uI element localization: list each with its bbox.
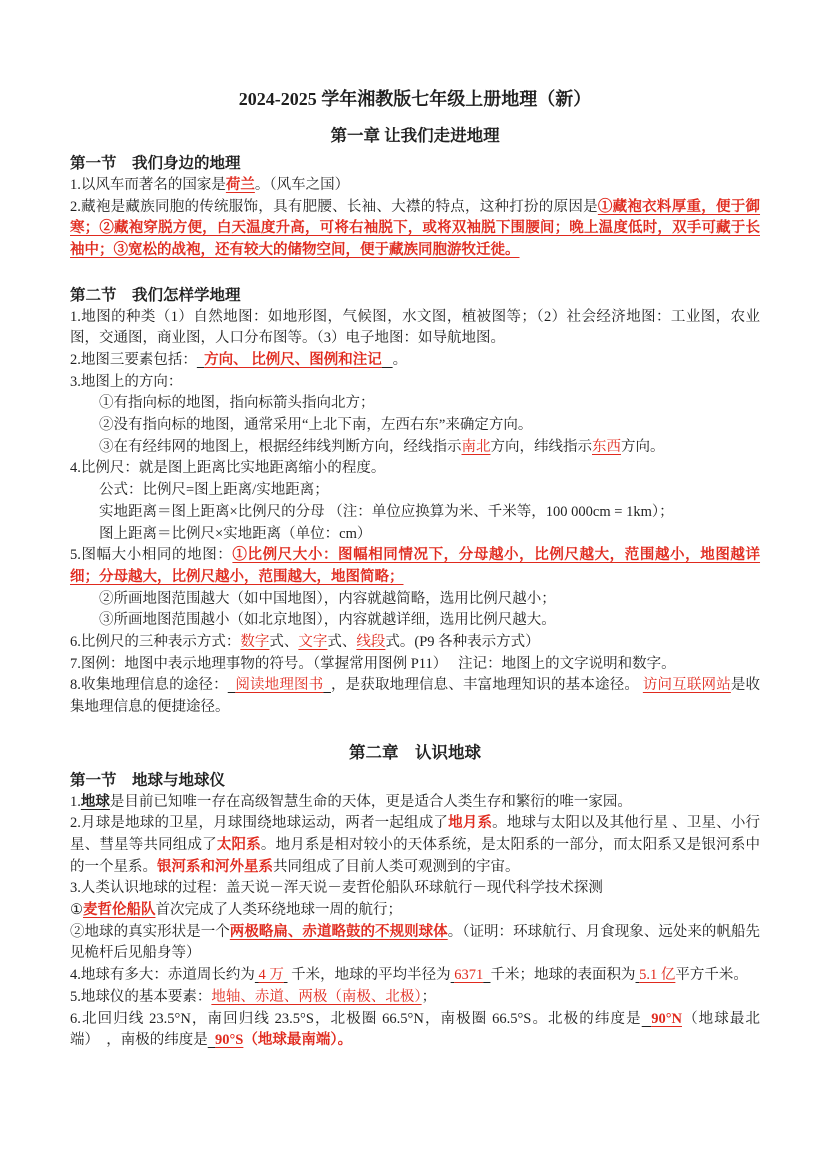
paragraph [70, 524, 760, 546]
text-run: 1. [70, 793, 81, 810]
key-term: 麦哲伦船队 [83, 902, 156, 919]
key-term: 太阳系 [216, 836, 261, 853]
emphasis-run: 第一节 地球与地球仪 [70, 771, 226, 789]
key-term: 5.1 亿 [639, 967, 676, 984]
emphasis-run: 第一节 我们身边的地理 [70, 155, 241, 172]
text-run: 8.收集地理信息的途径： [70, 677, 228, 694]
emphasis-run: 第二章 认识地球 [349, 742, 481, 762]
text-run: 6.比例尺的三种表示方式： [70, 634, 241, 651]
text-run: 1.地图的种类（1）自然地图：如地形图，气候图，水文图，植被图等；（2）社会经济地图：工业图，农业图，交通图，商业图，人口分布图等。（3）电子地图：如导航地图。 [70, 308, 760, 347]
paragraph [70, 922, 760, 965]
text-run: 是收集地理信息的便捷途径。 [70, 677, 761, 716]
chapter-heading [70, 741, 760, 765]
key-term: 90°N [651, 1010, 682, 1027]
paragraph [70, 792, 760, 814]
paragraph [70, 675, 760, 718]
text-run: ②地球的真实形状是一个 [70, 923, 230, 940]
paragraph [70, 458, 760, 480]
text-run: 。（证明：环球航行、月食现象、远处来的帆船先见桅杆后见船身等） [70, 923, 761, 962]
spacer [70, 262, 760, 284]
text-run: 1.以风车而著名的国家是 [70, 177, 226, 193]
paragraph [70, 175, 760, 197]
document-body [70, 86, 760, 1052]
answer-blank [642, 1011, 651, 1027]
chapter-heading [70, 124, 760, 148]
text-run: ； [421, 988, 437, 1005]
text-run: 方向，纬线指示 [490, 438, 592, 455]
text-run: 方向。 [621, 438, 665, 455]
text-run: 。 [392, 351, 408, 368]
text-run: 5.地球仪的基本要素： [70, 988, 212, 1005]
text-run: 7.图例：地图中表示地理事物的符号。（掌握常用图例 P11） 注记：地图上的文字说明和数字。 [70, 655, 676, 672]
spacer [70, 719, 760, 741]
text-run: 。（风车之国） [254, 177, 350, 193]
text-run: 是目前已知唯一存在高级智慧生命的天体，更是适合人类生存和繁衍的唯一家园。 [109, 793, 632, 810]
text-run: ②没有指向标的地图，通常采用“上北下南，左西右东”来确定方向。 [99, 417, 533, 434]
paragraph [70, 900, 760, 922]
text-run: 4.比例尺：就是图上距离比实地距离缩小的程度。 [70, 460, 386, 477]
text-run: 。地球与太阳以及其他行星 、卫星、小行星、彗星等共同组成了 [70, 815, 761, 853]
key-term: 4 万 [258, 967, 284, 984]
text-run: 3.地图上的方向： [70, 373, 183, 390]
section-heading [70, 152, 760, 175]
paragraph [70, 878, 760, 900]
key-term: 东西 [592, 438, 621, 455]
text-run: 式、 [269, 634, 299, 651]
text-run: ，是获取地理信息、丰富地理知识的基本途径。 [330, 677, 643, 694]
paragraph [70, 610, 760, 632]
paragraph [70, 632, 760, 654]
text-run: 3.人类认识地球的过程：盖天说－浑天说－麦哲伦船队环球航行－现代科学技术探测 [70, 880, 603, 897]
answer-blank [323, 677, 331, 693]
text-run: ①有指向标的地图，指向标箭头指向北方； [99, 395, 375, 412]
key-term: 南北 [461, 438, 491, 455]
text-run: （地球最北端） ，南极的纬度是 [70, 1010, 761, 1049]
text-run: 6.北回归线 23.5°N，南回归线 23.5°S，北极圈 66.5°N，南极圈 66.5°S。北极的纬度是 [70, 1010, 642, 1027]
section-heading [70, 284, 760, 307]
text-run: 共同组成了目前人类可观测到的宇宙。 [273, 858, 520, 875]
key-term: 方向、 比例尺、图例和注记 [204, 351, 382, 368]
text-run: 2.藏袍是藏族同胞的传统服饰，具有肥腰、长袖、大襟的特点，这种打扮的原因是 [70, 198, 598, 215]
paragraph [70, 965, 760, 987]
key-term: 线段 [356, 634, 386, 651]
doc-title [70, 86, 760, 112]
answer-blank [483, 967, 490, 983]
paragraph [70, 393, 760, 415]
paragraph [70, 480, 760, 502]
key-term: 6371 [454, 967, 484, 984]
paragraph [70, 437, 760, 459]
key-term: 访问互联网站 [642, 677, 731, 694]
text-run: ③所画地图范围越小（如北京地图），内容就越详细，选用比例尺越大。 [99, 612, 556, 629]
text-run: 式。(P9 各种表示方式） [385, 634, 540, 651]
paragraph [70, 545, 760, 588]
emphasis-run: 2024-2025 学年湘教版七年级上册地理（新） [238, 89, 592, 109]
paragraph [70, 654, 760, 676]
text-run: 实地距离＝图上距离×比例尺的分母 （注：单位应换算为米、千米等，100 000cm = 1km）； [99, 503, 674, 520]
text-run: 2.地图三要素包括： [70, 351, 197, 368]
text-run: ②所画地图范围越大（如中国地图），内容就越简略，选用比例尺越小； [99, 590, 556, 607]
key-term: 两极略扁、赤道略鼓的不规则球体 [229, 923, 448, 940]
text-run: 千米，地球的平均半径为 [287, 967, 451, 984]
key-term: 荷兰 [225, 177, 255, 193]
key-term: 90°S [215, 1032, 244, 1049]
paragraph [70, 415, 760, 437]
key-term: （地球最南端）。 [243, 1032, 353, 1049]
key-term: 阅读地理图书 [235, 677, 324, 694]
text-run: 图上距离＝比例尺×实地距离（单位：cm） [99, 525, 372, 542]
paragraph [70, 350, 760, 372]
text-run: ① [70, 902, 83, 919]
text-run: 2.月球是地球的卫星，月球围绕地球运动，两者一起组成了 [70, 815, 449, 832]
section-heading [70, 769, 760, 792]
text-run: 平方千米。 [675, 967, 748, 984]
key-term: 地轴、赤道、两极（南极、北极） [211, 988, 422, 1005]
paragraph [70, 307, 760, 350]
key-term: 银河系和河外星系 [157, 858, 273, 875]
text-run: 公式：比例尺=图上距离/实地距离； [99, 482, 329, 499]
text-run: 首次完成了人类环绕地球一周的航行； [155, 902, 402, 919]
key-term: ①比例尺大小：图幅相同情况下，分母越小，比例尺越大，范围越小，地图越详细；分母越大，比例尺越小，范围越大，地图简略； [70, 547, 761, 585]
paragraph [70, 987, 760, 1009]
key-term: ①藏袍衣料厚重，便于御寒；②藏袍穿脱方便，白天温度升高，可将右袖脱下，或将双袖脱下围腰间；晚上温度低时，双手可藏于长袖中；③宽松的战袍，还有较大的储物空间，便于藏族同胞游牧迁徙。 [70, 198, 761, 259]
key-term: 地月系 [448, 815, 493, 832]
text-run: 4.地球有多大：赤道周长约为 [70, 967, 255, 984]
paragraph [70, 502, 760, 524]
paragraph [70, 589, 760, 611]
emphasis-run: 地球 [80, 793, 110, 810]
text-run: 。地月系是相对较小的天体系统，是太阳系的一部分，而太阳系又是银河系中的一个星系。 [70, 836, 761, 875]
paragraph [70, 1009, 760, 1052]
paragraph [70, 372, 760, 394]
emphasis-run: 第一章 让我们走进地理 [330, 126, 500, 145]
key-term: 文字 [298, 634, 328, 651]
text-run: 千米；地球的表面积为 [490, 967, 636, 984]
emphasis-run: 第二节 我们怎样学地理 [70, 286, 241, 304]
key-term: 数字 [240, 634, 270, 651]
paragraph [70, 813, 760, 878]
text-run: 式、 [327, 634, 357, 651]
text-run: 5.图幅大小相同的地图： [70, 547, 233, 564]
paragraph [70, 197, 760, 262]
answer-blank [382, 352, 393, 368]
answer-blank [208, 1032, 215, 1048]
text-run: ③在有经纬网的地图上，根据经纬线判断方向，经线指示 [99, 438, 462, 455]
